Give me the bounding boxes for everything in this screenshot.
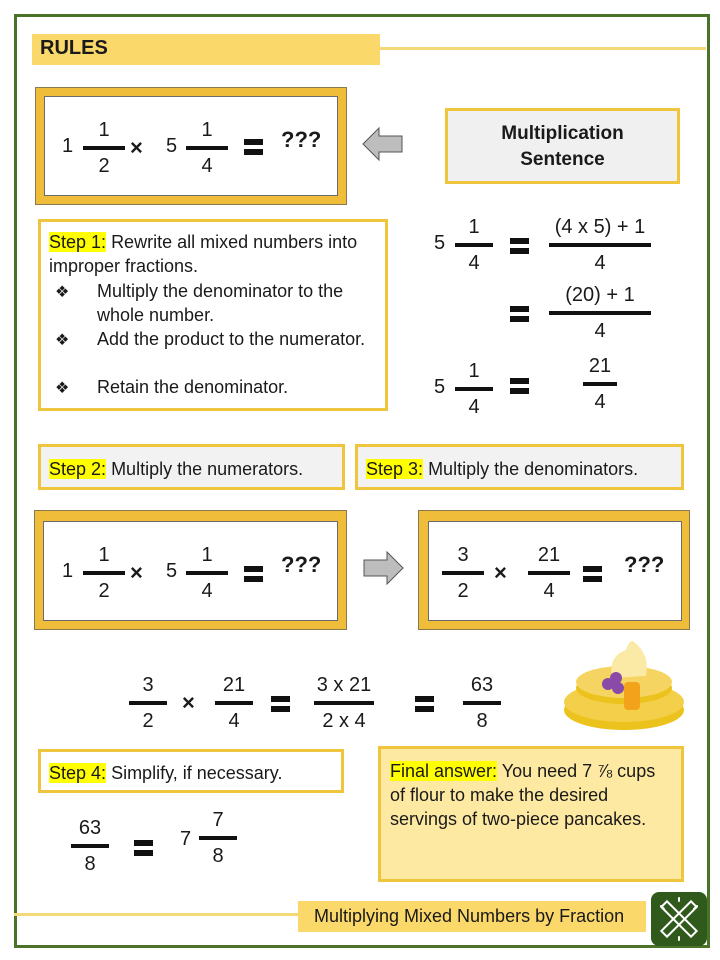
bullet-icon: ❖ [55, 332, 70, 349]
multiplication-sentence-label: Multiplication Sentence [445, 108, 680, 184]
pencil-ruler-logo-icon [651, 892, 707, 946]
improper-equation-box: 3 2 × 21 4 ??? [418, 510, 690, 630]
footer-title: Multiplying Mixed Numbers by Fraction [314, 906, 625, 926]
conversion-work: 5 1 4 (4 x 5) + 1 4 (20) + 1 4 5 1 4 21 4 [420, 210, 700, 430]
multiply-icon: × [494, 560, 507, 585]
equals-icon [244, 139, 263, 155]
header-divider [380, 47, 706, 50]
mixed1-fraction: 1 2 [82, 118, 126, 178]
multiply-icon: × [182, 690, 195, 715]
pancake-icon [560, 638, 688, 736]
step2-box: Step 2: Multiply the numerators. [38, 444, 345, 490]
step1-text: Step 1: Rewrite all mixed numbers into improper fractions. [49, 232, 358, 276]
arrow-right-icon [362, 551, 404, 585]
equals-icon [134, 840, 153, 856]
step1-bullet-2: Add the product to the numerator. [97, 329, 366, 349]
mixed2-whole: 5 [166, 135, 178, 157]
arrow-left-icon [362, 127, 404, 161]
equals-icon [583, 566, 602, 582]
calculation-row: 3 2 × 21 4 3 x 21 2 x 4 63 8 [100, 668, 540, 748]
multiply-icon: × [130, 560, 143, 585]
final-answer-box: Final answer: You need 7 ⅞ cups of flour to make the desired servings of two-piece pancakes. [378, 746, 684, 882]
equals-icon [415, 696, 434, 712]
mixed2-fraction: 1 4 [185, 118, 229, 178]
simplify-row: 63 8 7 7 8 [60, 808, 260, 888]
bullet-icon: ❖ [55, 284, 70, 301]
equals-icon [510, 378, 529, 394]
equals-icon [510, 306, 529, 322]
equals-icon [510, 238, 529, 254]
equals-icon [244, 566, 263, 582]
unknown-result: ??? [281, 127, 322, 152]
problem-equation-box [35, 87, 347, 205]
bullet-icon: ❖ [55, 380, 70, 397]
step1-bullet-3: Retain the denominator. [97, 377, 289, 397]
mixed1-whole: 1 [62, 135, 74, 157]
mixed-equation-box: 1 1 2 × 5 1 4 ??? [34, 510, 347, 630]
multiply-icon: × [130, 135, 143, 160]
step1-box [38, 219, 388, 411]
step1-bullet-1: Multiply the denominator to the whole number. [97, 281, 344, 325]
step4-box: Step 4: Simplify, if necessary. [38, 749, 344, 793]
step3-box: Step 3: Multiply the denominators. [355, 444, 684, 490]
equals-icon [271, 696, 290, 712]
footer-divider [14, 913, 304, 916]
rules-title: RULES [40, 37, 108, 59]
